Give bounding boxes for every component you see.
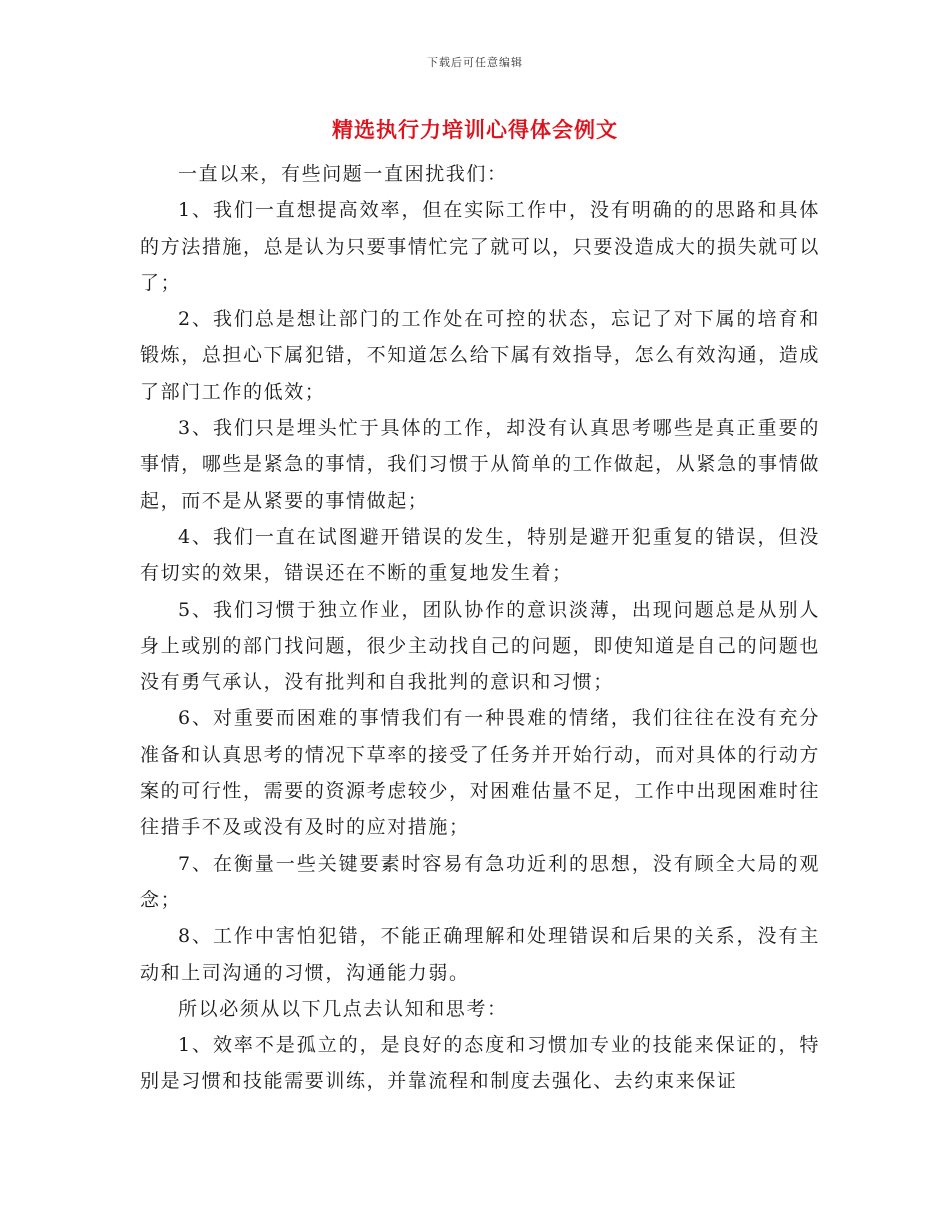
paragraph-item-8: 8、工作中害怕犯错，不能正确理解和处理错误和后果的关系，没有主动和上司沟通的习惯，沟通能力弱。 [140,925,820,984]
paragraph-item-2: 2、我们总是想让部门的工作处在可控的状态，忘记了对下属的培育和锻炼，总担心下属犯错，不知道怎么给下属有效指导，怎么有效沟通，造成了部门工作的低效； [140,308,820,403]
document-body [140,156,820,1100]
page-header-note: 下载后可任意编辑 [427,56,523,69]
document-title: 精选执行力培训心得体会例文 [332,117,618,142]
paragraph-item-6: 6、对重要而困难的事情我们有一种畏难的情绪，我们往往在没有充分准备和认真思考的情况下草率的接受了任务并开始行动，而对具体的行动方案的可行性，需要的资源考虑较少，对困难估量不足，工作中出现困难时往往措手不及或没有及时的应对措施； [140,707,820,839]
paragraph-intro: 一直以来，有些问题一直困扰我们： [178,163,508,185]
paragraph-item-3: 3、我们只是埋头忙于具体的工作，却没有认真思考哪些是真正重要的事情，哪些是紧急的事情，我们习惯于从简单的工作做起，从紧急的事情做起，而不是从紧要的事情做起； [140,417,820,512]
paragraph-item-5: 5、我们习惯于独立作业，团队协作的意识淡薄，出现问题总是从别人身上或别的部门找问题，很少主动找自己的问题，即使知道是自己的问题也没有勇气承认，没有批判和自我批判的意识和习惯； [140,598,820,694]
paragraph-item-7: 7、在衡量一些关键要素时容易有急功近利的思想，没有顾全大局的观念； [140,852,820,911]
paragraph-item-4: 4、我们一直在试图避开错误的发生，特别是避开犯重复的错误，但没有切实的效果，错误还在不断的重复地发生着； [140,525,820,585]
paragraph-conclusion-intro: 所以必须从以下几点去认知和思考： [178,997,508,1020]
paragraph-item-1: 1、我们一直想提高效率，但在实际工作中，没有明确的的思路和具体的方法措施，总是认为只要事情忙完了就可以，只要没造成大的损失就可以了； [140,199,820,294]
paragraph-conclusion-1: 1、效率不是孤立的，是良好的态度和习惯加专业的技能来保证的，特别是习惯和技能需要训练，并靠流程和制度去强化、去约束来保证 [140,1034,820,1093]
